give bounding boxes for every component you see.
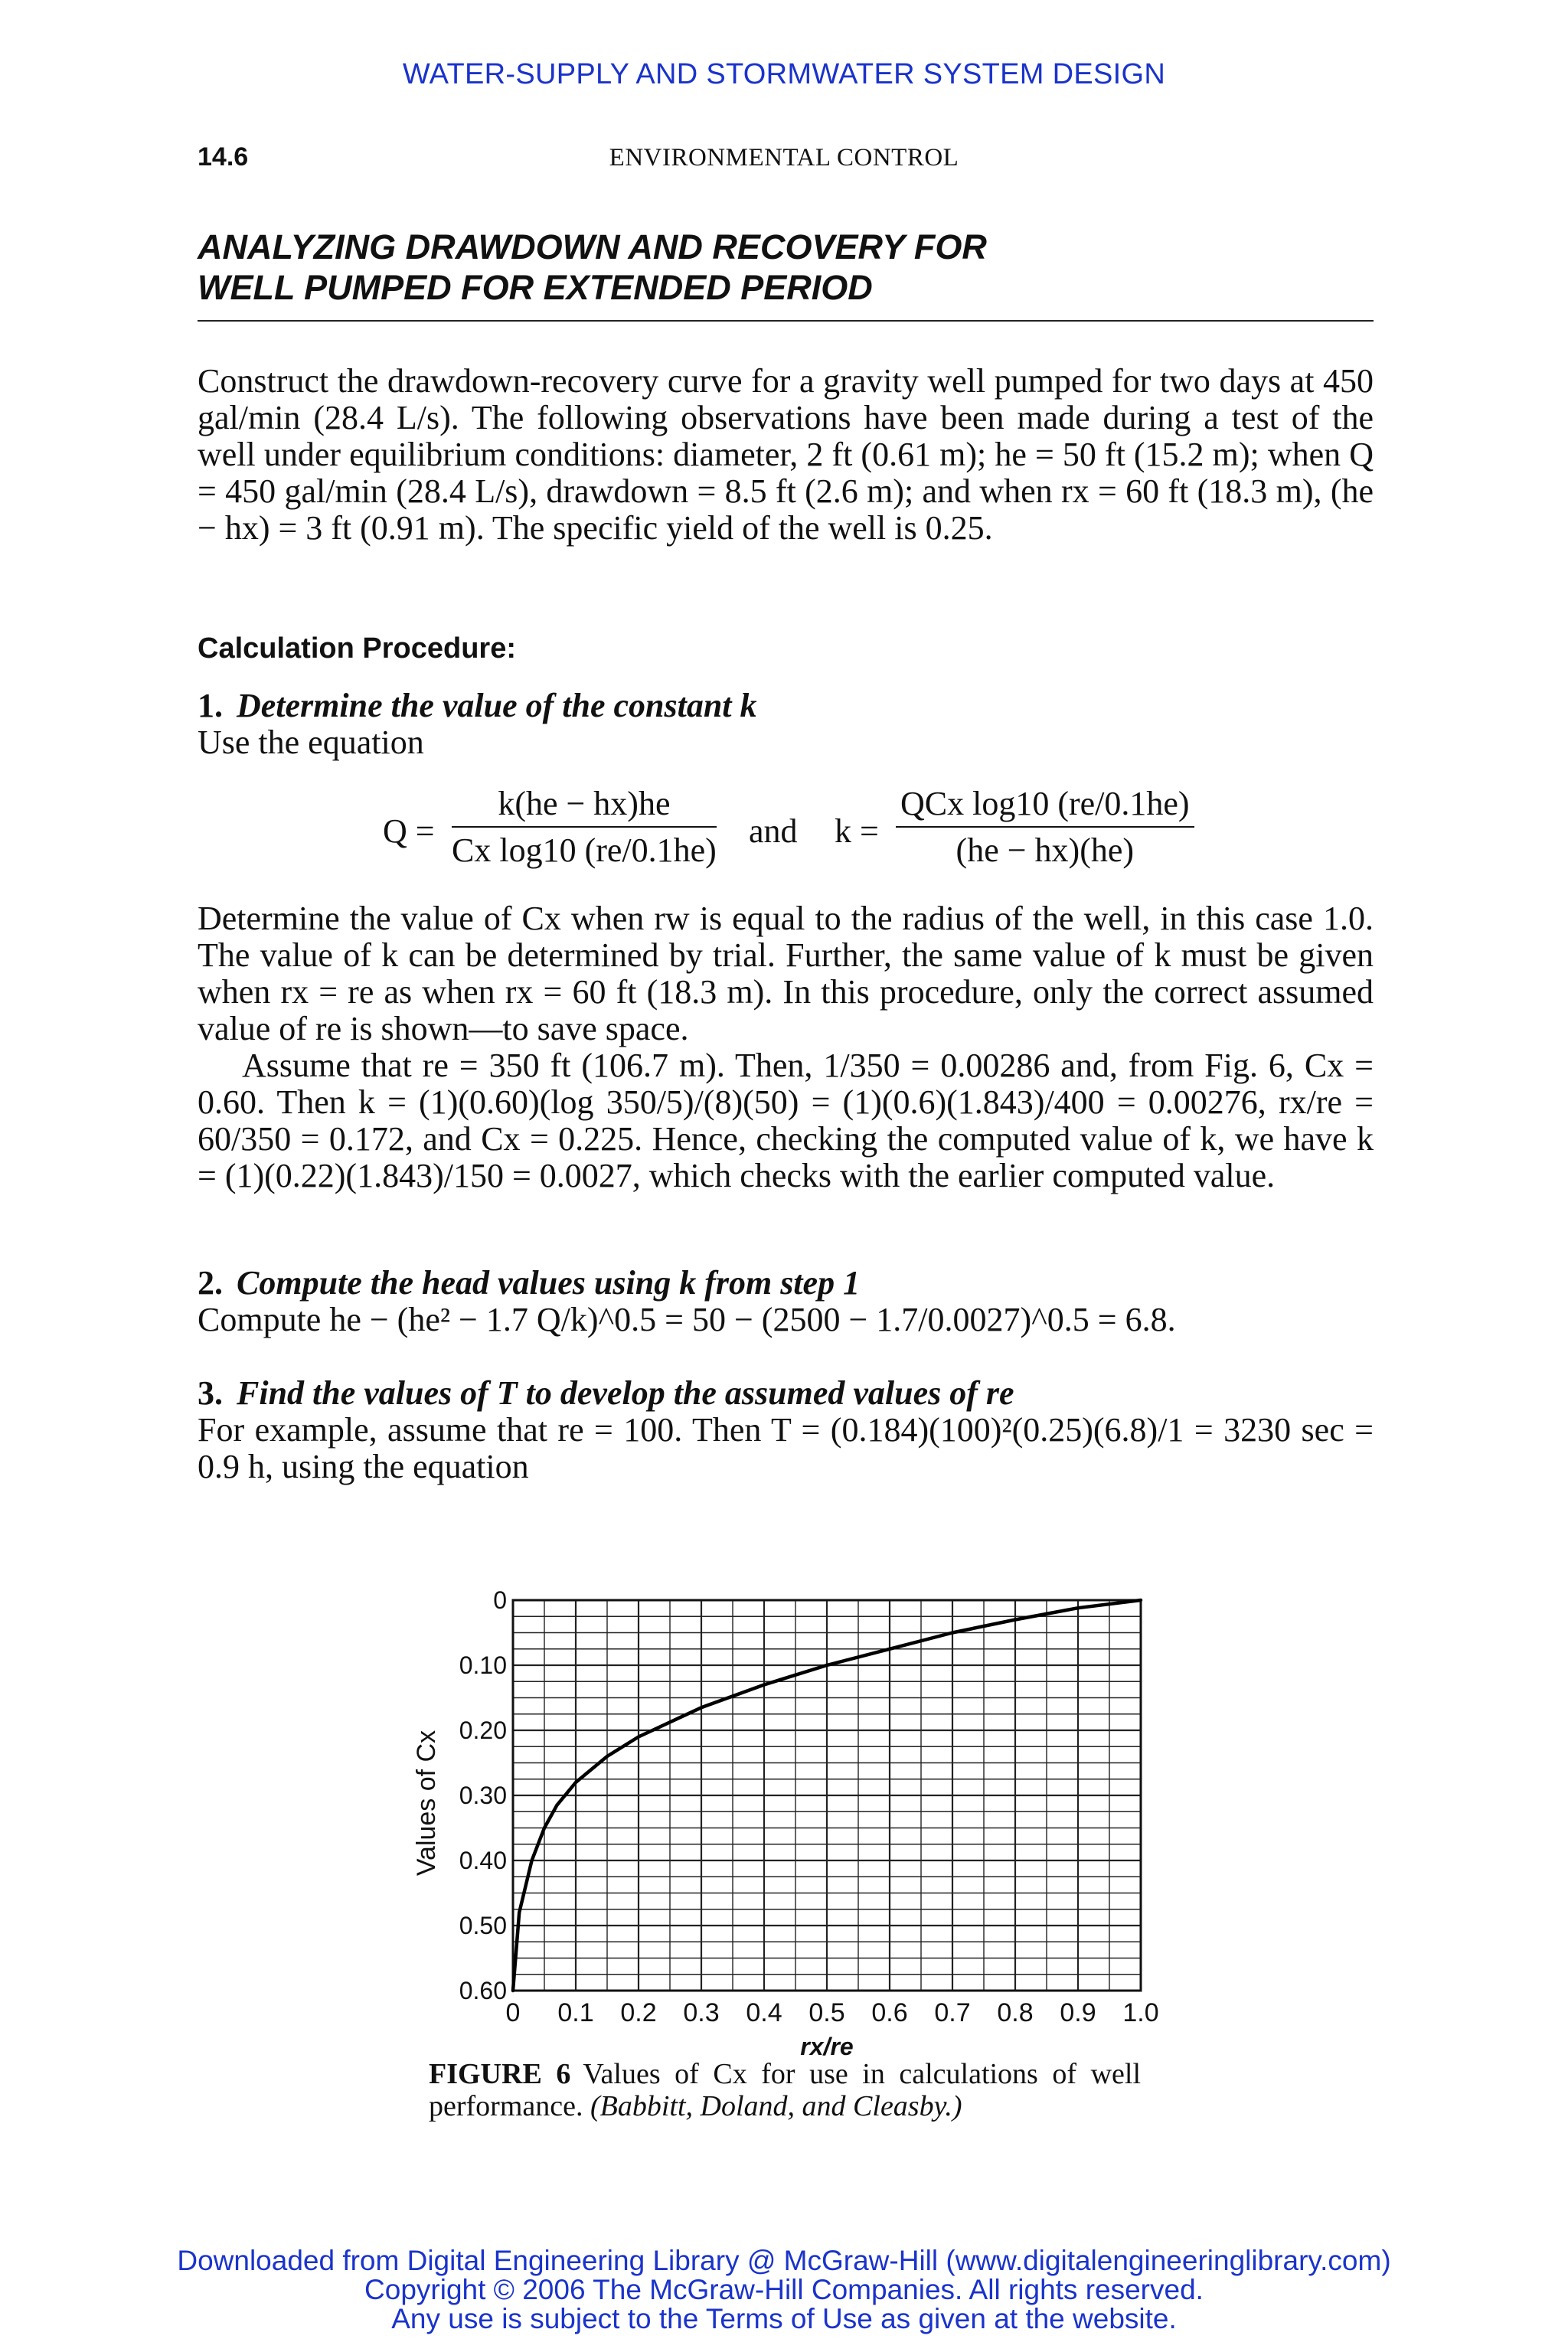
y-tick-label: 0.20	[459, 1717, 507, 1744]
x-tick-label: 0.6	[871, 1998, 908, 2027]
figure-credit: (Babbitt, Doland, and Cleasby.)	[590, 2090, 962, 2122]
x-tick-label: 0.2	[620, 1998, 657, 2027]
well-equation	[375, 784, 1217, 884]
figure-caption-text: Values of Cx for use in calculations of well performance.	[429, 2058, 1141, 2122]
y-axis-label: Values of Cx	[413, 1730, 441, 1877]
top-banner-link[interactable]: WATER-SUPPLY AND STORMWATER SYSTEM DESIGN	[402, 58, 1166, 90]
y-tick-label: 0.60	[459, 1977, 507, 2004]
section-title	[198, 227, 1377, 308]
figure-6-chart	[413, 1577, 1179, 2067]
title-line-1: ANALYZING DRAWDOWN AND RECOVERY FOR	[198, 227, 987, 266]
step-2-text: Compute he − (he² − 1.7 Q/k)^0.5 = 50 − (2500 − 1.7/0.0027)^0.5 = 6.8.	[198, 1301, 1176, 1338]
eq-q-fraction	[452, 784, 717, 870]
eq-k-fraction	[896, 784, 1194, 870]
cx-chart-svg	[413, 1577, 1179, 2067]
x-tick-label: 0.7	[934, 1998, 971, 2027]
step-2-title: Compute the head values using k from step 1	[237, 1264, 861, 1302]
eq-q-lhs: Q =	[383, 812, 435, 850]
x-tick-label: 0.5	[808, 1998, 845, 2027]
y-tick-label: 0.50	[459, 1912, 507, 1939]
step-1-title: Determine the value of the constant k	[237, 687, 757, 724]
step-3-title: Find the values of T to develop the assumed values of re	[237, 1374, 1014, 1412]
x-tick-label: 0.1	[557, 1998, 594, 2027]
step-1-number: 1.	[198, 687, 223, 724]
eq-q-numerator: k(he − hx)he	[452, 784, 717, 828]
eq-k-denominator: (he − hx)(he)	[956, 831, 1135, 869]
footer-terms[interactable]: Any use is subject to the Terms of Use as given at the website.	[391, 2303, 1177, 2334]
page-number: 14.6	[198, 142, 249, 172]
step-1-heading	[198, 688, 1374, 724]
y-tick-label: 0	[493, 1586, 507, 1614]
x-tick-label: 0.9	[1060, 1998, 1096, 2027]
footer	[0, 2246, 1568, 2334]
step-3-text: For example, assume that re = 100. Then T = (0.184)(100)²(0.25)(6.8)/1 = 3230 sec = 0.9 h, using the equation	[198, 1411, 1374, 1485]
x-axis-label: rx/re	[800, 2033, 854, 2060]
step-1-intro: Use the equation	[198, 724, 424, 761]
figure-caption	[429, 2058, 1141, 2122]
x-tick-label: 0.4	[746, 1998, 782, 2027]
eq-q-denominator: Cx log10 (re/0.1he)	[452, 831, 717, 869]
step-1-paragraph-1: Determine the value of Cx when rw is equal to the radius of the well, in this case 1.0. The value of k can be determined by trial. Further, the same value of k must be given when rx = re as when rx = 60 ft (18.3 m). In this procedure, only the correct assumed value of re is shown—to save space.	[198, 900, 1374, 1047]
y-tick-label: 0.30	[459, 1782, 507, 1809]
step-2-heading	[198, 1265, 1374, 1302]
x-tick-label: 0	[505, 1998, 521, 2027]
y-tick-label: 0.40	[459, 1847, 507, 1874]
x-tick-label: 0.3	[683, 1998, 720, 2027]
x-tick-label: 0.8	[997, 1998, 1034, 2027]
running-head: ENVIRONMENTAL CONTROL	[609, 144, 959, 172]
title-divider	[198, 320, 1374, 322]
eq-k-numerator: QCx log10 (re/0.1he)	[896, 784, 1194, 828]
step-3-number: 3.	[198, 1374, 223, 1412]
procedure-heading: Calculation Procedure:	[198, 632, 516, 665]
eq-and: and	[749, 812, 798, 850]
step-1-paragraph-2: Assume that re = 350 ft (106.7 m). Then, 1/350 = 0.00286 and, from Fig. 6, Cx = 0.60. Then k = (1)(0.60)(log 350/5)/(8)(50) = (1)(0.6)(1.843)/400 = 0.00276, rx/re = 60/350 = 0.172, and Cx = 0.225. Hence, checking the computed value of k, we have k = (1)(0.22)(1.843)/150 = 0.0027, which checks with the earlier computed value.	[198, 1047, 1374, 1194]
step-2-number: 2.	[198, 1264, 223, 1302]
title-line-2: WELL PUMPED FOR EXTENDED PERIOD	[198, 268, 873, 307]
footer-download-link[interactable]: Downloaded from Digital Engineering Library @ McGraw-Hill (www.digitalengineeringlibrary.com)	[177, 2245, 1391, 2276]
x-tick-label: 1.0	[1122, 1998, 1159, 2027]
eq-k-lhs: k =	[835, 812, 879, 850]
y-tick-label: 0.10	[459, 1651, 507, 1679]
figure-label: FIGURE 6	[429, 2058, 571, 2090]
step-3-heading	[198, 1375, 1374, 1412]
footer-copyright: Copyright © 2006 The McGraw-Hill Companies. All rights reserved.	[364, 2274, 1204, 2305]
problem-statement: Construct the drawdown-recovery curve for a gravity well pumped for two days at 450 gal/min (28.4 L/s). The following observations have been made during a test of the well under equilibrium conditions: diameter, 2 ft (0.61 m); he = 50 ft (15.2 m); when Q = 450 gal/min (28.4 L/s), drawdown = 8.5 ft (2.6 m); and when rx = 60 ft (18.3 m), (he − hx) = 3 ft (0.91 m). The specific yield of the well is 0.25.	[198, 362, 1374, 547]
